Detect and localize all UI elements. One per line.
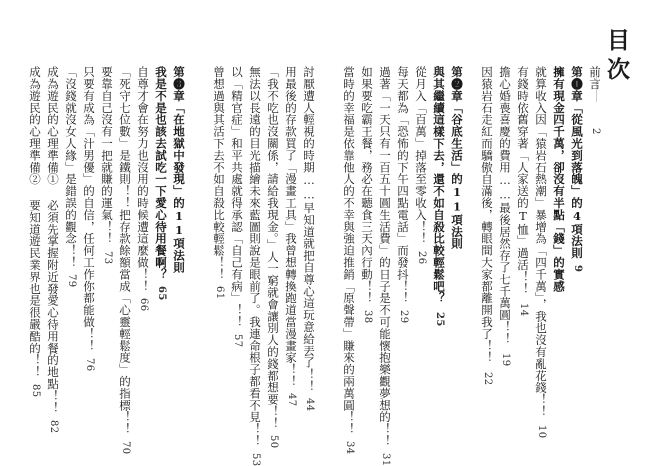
toc-entry-text: 擔心婚喪喜慶的費用……最後居然存了七千萬圓！！ [498,66,512,345]
toc-entry-text: 討厭遭人輕視的時期……早知道就把自尊心這玩意給丟了！！ [302,66,316,393]
toc-chapter-2-subtitle [431,66,447,327]
toc-entry-text: 以「精官症」和平共處就得承認「自己有病」！！ [230,66,244,328]
toc-entry[interactable] [359,66,375,324]
toc-title: 目次 [603,28,630,86]
toc-entry[interactable] [135,66,151,312]
toc-entry[interactable] [413,66,429,264]
toc-page-number: 82 [48,419,59,434]
toc-chapter-2[interactable] [449,66,464,250]
toc-entry-text: 曾想過與其活下去不如自殺比較輕鬆！！ [212,66,226,281]
toc-page-number: 34 [344,440,355,455]
toc-entry[interactable] [81,66,97,371]
toc-entry-text: 擁有現金四千萬，卻沒有半點「錢」的實感 [552,66,566,293]
toc-page-number: 14 [518,302,529,317]
toc-entry[interactable] [247,66,263,466]
toc-entry-preface[interactable] [587,66,603,135]
toc-page-number: 47 [286,393,297,407]
toc-entry[interactable] [515,66,531,316]
toc-entry[interactable] [27,66,43,397]
toc-entry-text: 自尊才會在努力也沒用的時候遭這麼做！！ [136,66,150,293]
toc-page-number: 29 [398,310,409,324]
toc-entry[interactable] [117,66,133,454]
toc-entry[interactable] [301,66,317,412]
toc-entry-text: 第❶章「從風光到落魄」的4項法則 [570,66,584,259]
toc-chapter-3[interactable] [171,66,186,273]
toc-page-number: 22 [482,371,493,386]
toc-entry-text: 第❸章「在地獄中發現」的11項法則 [172,66,186,274]
toc-entry-text: 前言 [588,66,602,90]
toc-entry[interactable] [479,66,495,385]
toc-entry[interactable] [497,66,513,366]
toc-entry[interactable] [211,66,227,300]
toc-entry-text: 當時的幸福是依靠他人的不幸與強迫推銷「原聲帶」賺來的兩萬圓！！ [342,66,356,435]
toc-page-number: 73 [102,250,113,265]
toc-page-number: 61 [214,286,225,300]
toc-entry-text: 無法以長遠的目光描繪未來藍圖則說是眼前了。我連命根子都看不見！！ [248,66,262,447]
toc-chapter-1-subtitle [551,66,566,292]
toc-entry-text: 過著「一天只有一百五十圓生活費」的日子是不可能懷抱樂觀夢想的！！ [378,66,392,447]
toc-page-number: 76 [84,357,95,372]
toc-page-number: 10 [536,425,547,439]
toc-entry[interactable] [533,66,549,439]
toc-entry-text: 第❷章「谷底生活」的11項法則 [450,66,464,250]
toc-page-number: 53 [250,452,261,466]
toc-entry-text: 如果要吃霸王餐，務必在聽食三天內行動！！ [360,66,374,304]
toc-page-number: 70 [120,440,131,455]
toc-chapter-3-subtitle [153,66,169,301]
toc-entry-text: 從月入「百萬」掉落至零收入！！ [414,66,428,245]
toc-entry-text: 「死守七位數」是鐵則！！把存款餘額當成「心靈輕鬆度」的指標！！ [118,66,132,435]
toc-entry-text: 要靠自己沒有一把就賺的運氣！！ [100,66,114,245]
toc-entry-text: 每天都為「恐怖的下午四點電話」而發抖！！ [396,66,410,304]
toc-entry[interactable] [377,66,393,466]
toc-entry-text: 只要有成為「汁男優」的自信，任何工作你都能做！！ [82,66,96,352]
toc-entry-text: 因猿岩石走紅而驕傲自滿後，轉眼間大家都離開我了！！ [480,66,494,364]
toc-page-number: 19 [500,352,511,367]
toc-page-number: 50 [268,435,279,449]
toc-page-number: 66 [138,298,149,312]
toc-entry[interactable] [229,66,245,347]
toc-entry-text: 成為遊民的心理準備① 必須先掌握附近發愛心待用餐的地點！！ [46,66,60,414]
toc-entry[interactable] [45,66,61,433]
toc-page-number: 31 [380,452,391,466]
toc-page-number: 2 [590,127,601,135]
toc-entry[interactable] [341,66,357,454]
toc-page-number: 79 [66,274,77,288]
toc-entry-text: 我是不是也該去試吃一下愛心待用餐啊？ [154,66,168,281]
toc-entry-text: 與其繼續這樣下去，還不如自殺比較輕鬆吧？ [432,66,446,304]
toc-entry[interactable] [395,66,411,324]
toc-entry-text: 有錢時依舊穿著「人家送的T恤」過活！！ [516,66,530,295]
toc-entry[interactable] [99,66,115,264]
toc-page-number: 44 [304,398,315,412]
toc-page-number: 26 [416,250,427,265]
toc-entry[interactable] [63,66,79,288]
toc-entry[interactable] [265,66,281,449]
toc-page-number: 85 [30,383,41,398]
toc-page-number: 65 [156,286,167,301]
toc-page-number: 38 [362,310,373,324]
toc-entry-text: 用最後的存款買了「漫畫工具」我曾想轉換跑道當漫畫家！！ [284,66,298,388]
toc-chapter-1[interactable] [569,66,585,272]
toc-page-number: 57 [232,333,243,348]
toc-page-number: 25 [434,312,445,327]
toc-entry-text: 成為遊民的心理準備② 要知道遊民業界也是很嚴酷的！！ [28,66,42,378]
toc-page-number: 9 [572,264,583,273]
toc-entry[interactable] [283,66,299,407]
toc-entry-text: 「我不吃也沒關係，請給我現金。」人一窮就會讓別人的錢都想要！！ [266,66,280,430]
toc-entry-text: 就算收入因「猿岩石熱潮」暴增為「四千萬」，我也沒有亂花錢！！ [534,66,548,418]
toc-entry-text: 「沒錢就沒女人緣」是錯誤的觀念！！ [64,66,78,269]
